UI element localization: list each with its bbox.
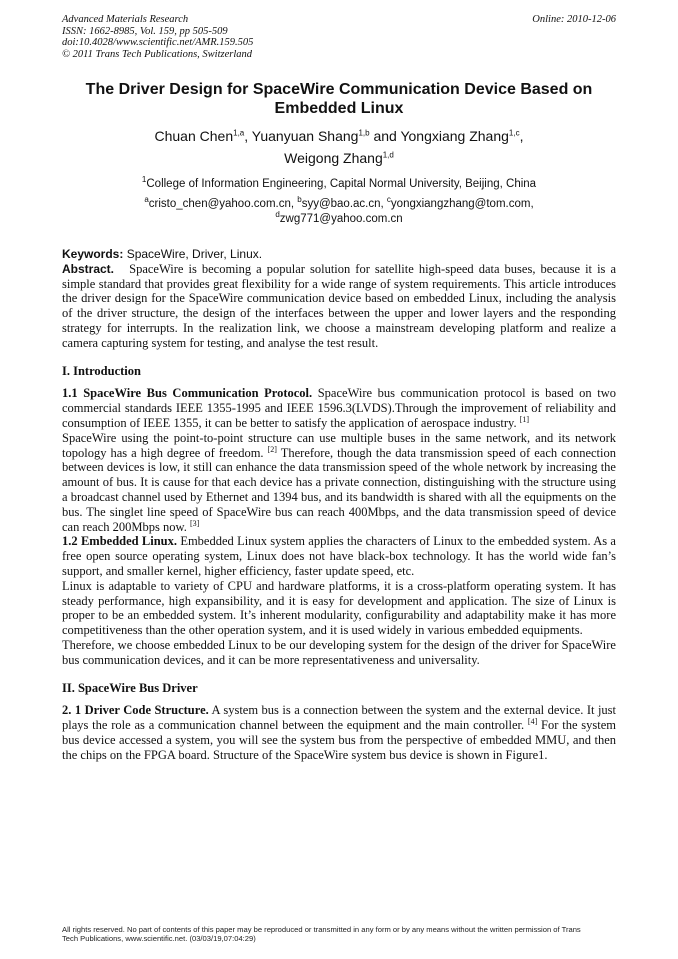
paragraph: Therefore, we choose embedded Linux to be our developing system for the design of the driver for SpaceWire bus communication devices, and it can be more representativeness and universality. bbox=[62, 637, 616, 667]
citation: [2] bbox=[267, 444, 277, 454]
footer-line-1: All rights reserved. No part of contents of this paper may be reproduced or transmitted in any form or by any means without the written permission of Trans bbox=[62, 925, 581, 934]
author-separator: , bbox=[519, 128, 524, 144]
author-line-2 bbox=[62, 147, 616, 169]
online-date: Online: 2010-12-06 bbox=[532, 14, 616, 25]
section-heading: I. Introduction bbox=[62, 363, 141, 378]
paragraph-text: SpaceWire using the point-to-point structure can use multiple buses in the same network, and its network topology has a high degree of freedom. bbox=[62, 430, 616, 460]
paper-title bbox=[62, 80, 616, 118]
affiliation bbox=[62, 177, 616, 192]
author-superscript: 1,c bbox=[508, 128, 520, 138]
paragraph-text: For the system bus device accessed a system, you will see the system bus from the perspective of embedded MMU, and then the chips on the FPGA board. Structure of the SpaceWire system bus device is shown in Figure1. bbox=[62, 718, 617, 762]
email-link[interactable]: zwg771@yahoo.com.cn bbox=[279, 213, 403, 225]
subsection-heading: 1.2 Embedded Linux. bbox=[62, 534, 177, 549]
title-line-2: Embedded Linux bbox=[274, 100, 404, 117]
email-link[interactable]: yongxiangzhang@tom.com, bbox=[390, 198, 534, 210]
paragraph bbox=[62, 386, 616, 430]
email-superscript: b bbox=[297, 195, 302, 205]
citation: [4] bbox=[527, 716, 538, 726]
author-superscript: 1,b bbox=[358, 128, 370, 138]
author-name: Yongxiang Zhang bbox=[400, 128, 509, 144]
author-name: Yuanyuan Shang bbox=[251, 128, 359, 144]
email-line-2 bbox=[62, 212, 616, 227]
email-superscript: a bbox=[144, 195, 149, 205]
subsection-heading: 1.1 SpaceWire Bus Communication Protocol. bbox=[62, 386, 313, 401]
email-line-1 bbox=[62, 197, 616, 212]
abstract bbox=[62, 262, 616, 351]
citation: [1] bbox=[519, 414, 530, 424]
paragraph: Linux is adaptable to variety of CPU and hardware platforms, it is a cross-platform operating system. It has steady performance, high expansibility, and it is easy for development and application. The size of Linux is proper to be an embedded system. It’s inherent modularity, configurability and adaptability make it has more competitiveness than the other operation system, and it is used widely in various embedded equipments. bbox=[62, 578, 616, 638]
journal-name: Advanced Materials Research bbox=[62, 14, 189, 25]
author-superscript: 1,a bbox=[233, 128, 245, 138]
author-separator: and bbox=[369, 128, 401, 144]
author-name: Weigong Zhang bbox=[284, 150, 383, 166]
keywords bbox=[62, 247, 616, 262]
issn-line: ISSN: 1662-8985, Vol. 159, pp 505-509 bbox=[62, 25, 228, 37]
author-superscript: 1,d bbox=[382, 150, 394, 160]
author-name: Chuan Chen bbox=[154, 128, 234, 144]
abstract-text: SpaceWire is becoming a popular solution for satellite high-speed data buses, because it is a simple standard that provides great flexibility for a wide range of system requirements. This article introduces the driver design for the SpaceWire communication device based on embedded Linux, including the analysis of the driver structure, the design of the interfaces between the upper and lower layers and the responding strategy for interrupts. In the realization link, we choose a mainstream developing platform and realize a camera capturing system for testing, and analyse the test result. bbox=[62, 261, 616, 350]
paragraph-text: SpaceWire bus communication protocol is based on two commercial standards IEEE 1355-1995 and IEEE 1596.3(LVDS).Through the improvement of reliability and consumption of IEEE 1355, it can be better to satisfy the application of aerospace industry. bbox=[62, 386, 617, 430]
author-separator: , bbox=[244, 128, 252, 144]
paragraph bbox=[62, 431, 616, 535]
paragraph-text: Therefore, though the data transmission speed of each connection between devices is low, it still can enhance the data transmission speed of the whole network by increasing the amount of bus. It is cause for that each device has a private connection, distinguishing with the structure using a broadcast channel used by Ethernet and 1394 bus, and its bandwidth is shared with all the equipments on the bus. The singlet line speed of SpaceWire bus can reach 400Mbps, and the data transmission speed of device can reach 200Mbps now. bbox=[62, 445, 616, 534]
email-superscript: c bbox=[386, 195, 391, 205]
footer-line-2: Tech Publications, www.scientific.net. (03/03/19,07:04:29) bbox=[62, 934, 256, 943]
citation: [3] bbox=[189, 518, 200, 528]
title-line-1: The Driver Design for SpaceWire Communication Device Based on bbox=[85, 81, 593, 98]
affiliation-text: College of Information Engineering, Capital Normal University, Beijing, China bbox=[146, 178, 537, 190]
keywords-label: Keywords: bbox=[62, 247, 124, 261]
email-superscript: d bbox=[275, 210, 280, 220]
email-link[interactable]: syy@bao.ac.cn, bbox=[301, 198, 384, 210]
doi-line: doi:10.4028/www.scientific.net/AMR.159.505 bbox=[62, 37, 254, 48]
keywords-text: SpaceWire, Driver, Linux. bbox=[123, 247, 263, 261]
subsection-heading: 2. 1 Driver Code Structure. bbox=[62, 703, 209, 718]
author-emails bbox=[62, 197, 616, 227]
paragraph bbox=[62, 534, 616, 578]
abstract-label: Abstract. bbox=[62, 261, 115, 276]
paragraph bbox=[62, 703, 616, 762]
paragraph-text: Embedded Linux system applies the characters of Linux to the embedded system. As a free open source operating system, Linux does not have black-box technology. It has the world wide fan’s support, and smaller kernel, higher efficiency, faster update speed, etc. bbox=[62, 534, 616, 578]
paper-body bbox=[62, 247, 616, 763]
author-line-1 bbox=[62, 125, 616, 147]
paragraph-text: A system bus is a connection between the system and the external device. It just plays the role as a communication channel between the equipment and the main controller. bbox=[62, 703, 617, 733]
copyright-line: © 2011 Trans Tech Publications, Switzerland bbox=[62, 48, 252, 60]
section-heading: II. SpaceWire Bus Driver bbox=[62, 680, 198, 695]
author-list bbox=[62, 125, 616, 169]
journal-header bbox=[62, 14, 253, 60]
copyright-footer bbox=[62, 925, 616, 943]
affiliation-superscript: 1 bbox=[141, 175, 147, 185]
email-link[interactable]: cristo_chen@yahoo.com.cn, bbox=[148, 198, 295, 210]
